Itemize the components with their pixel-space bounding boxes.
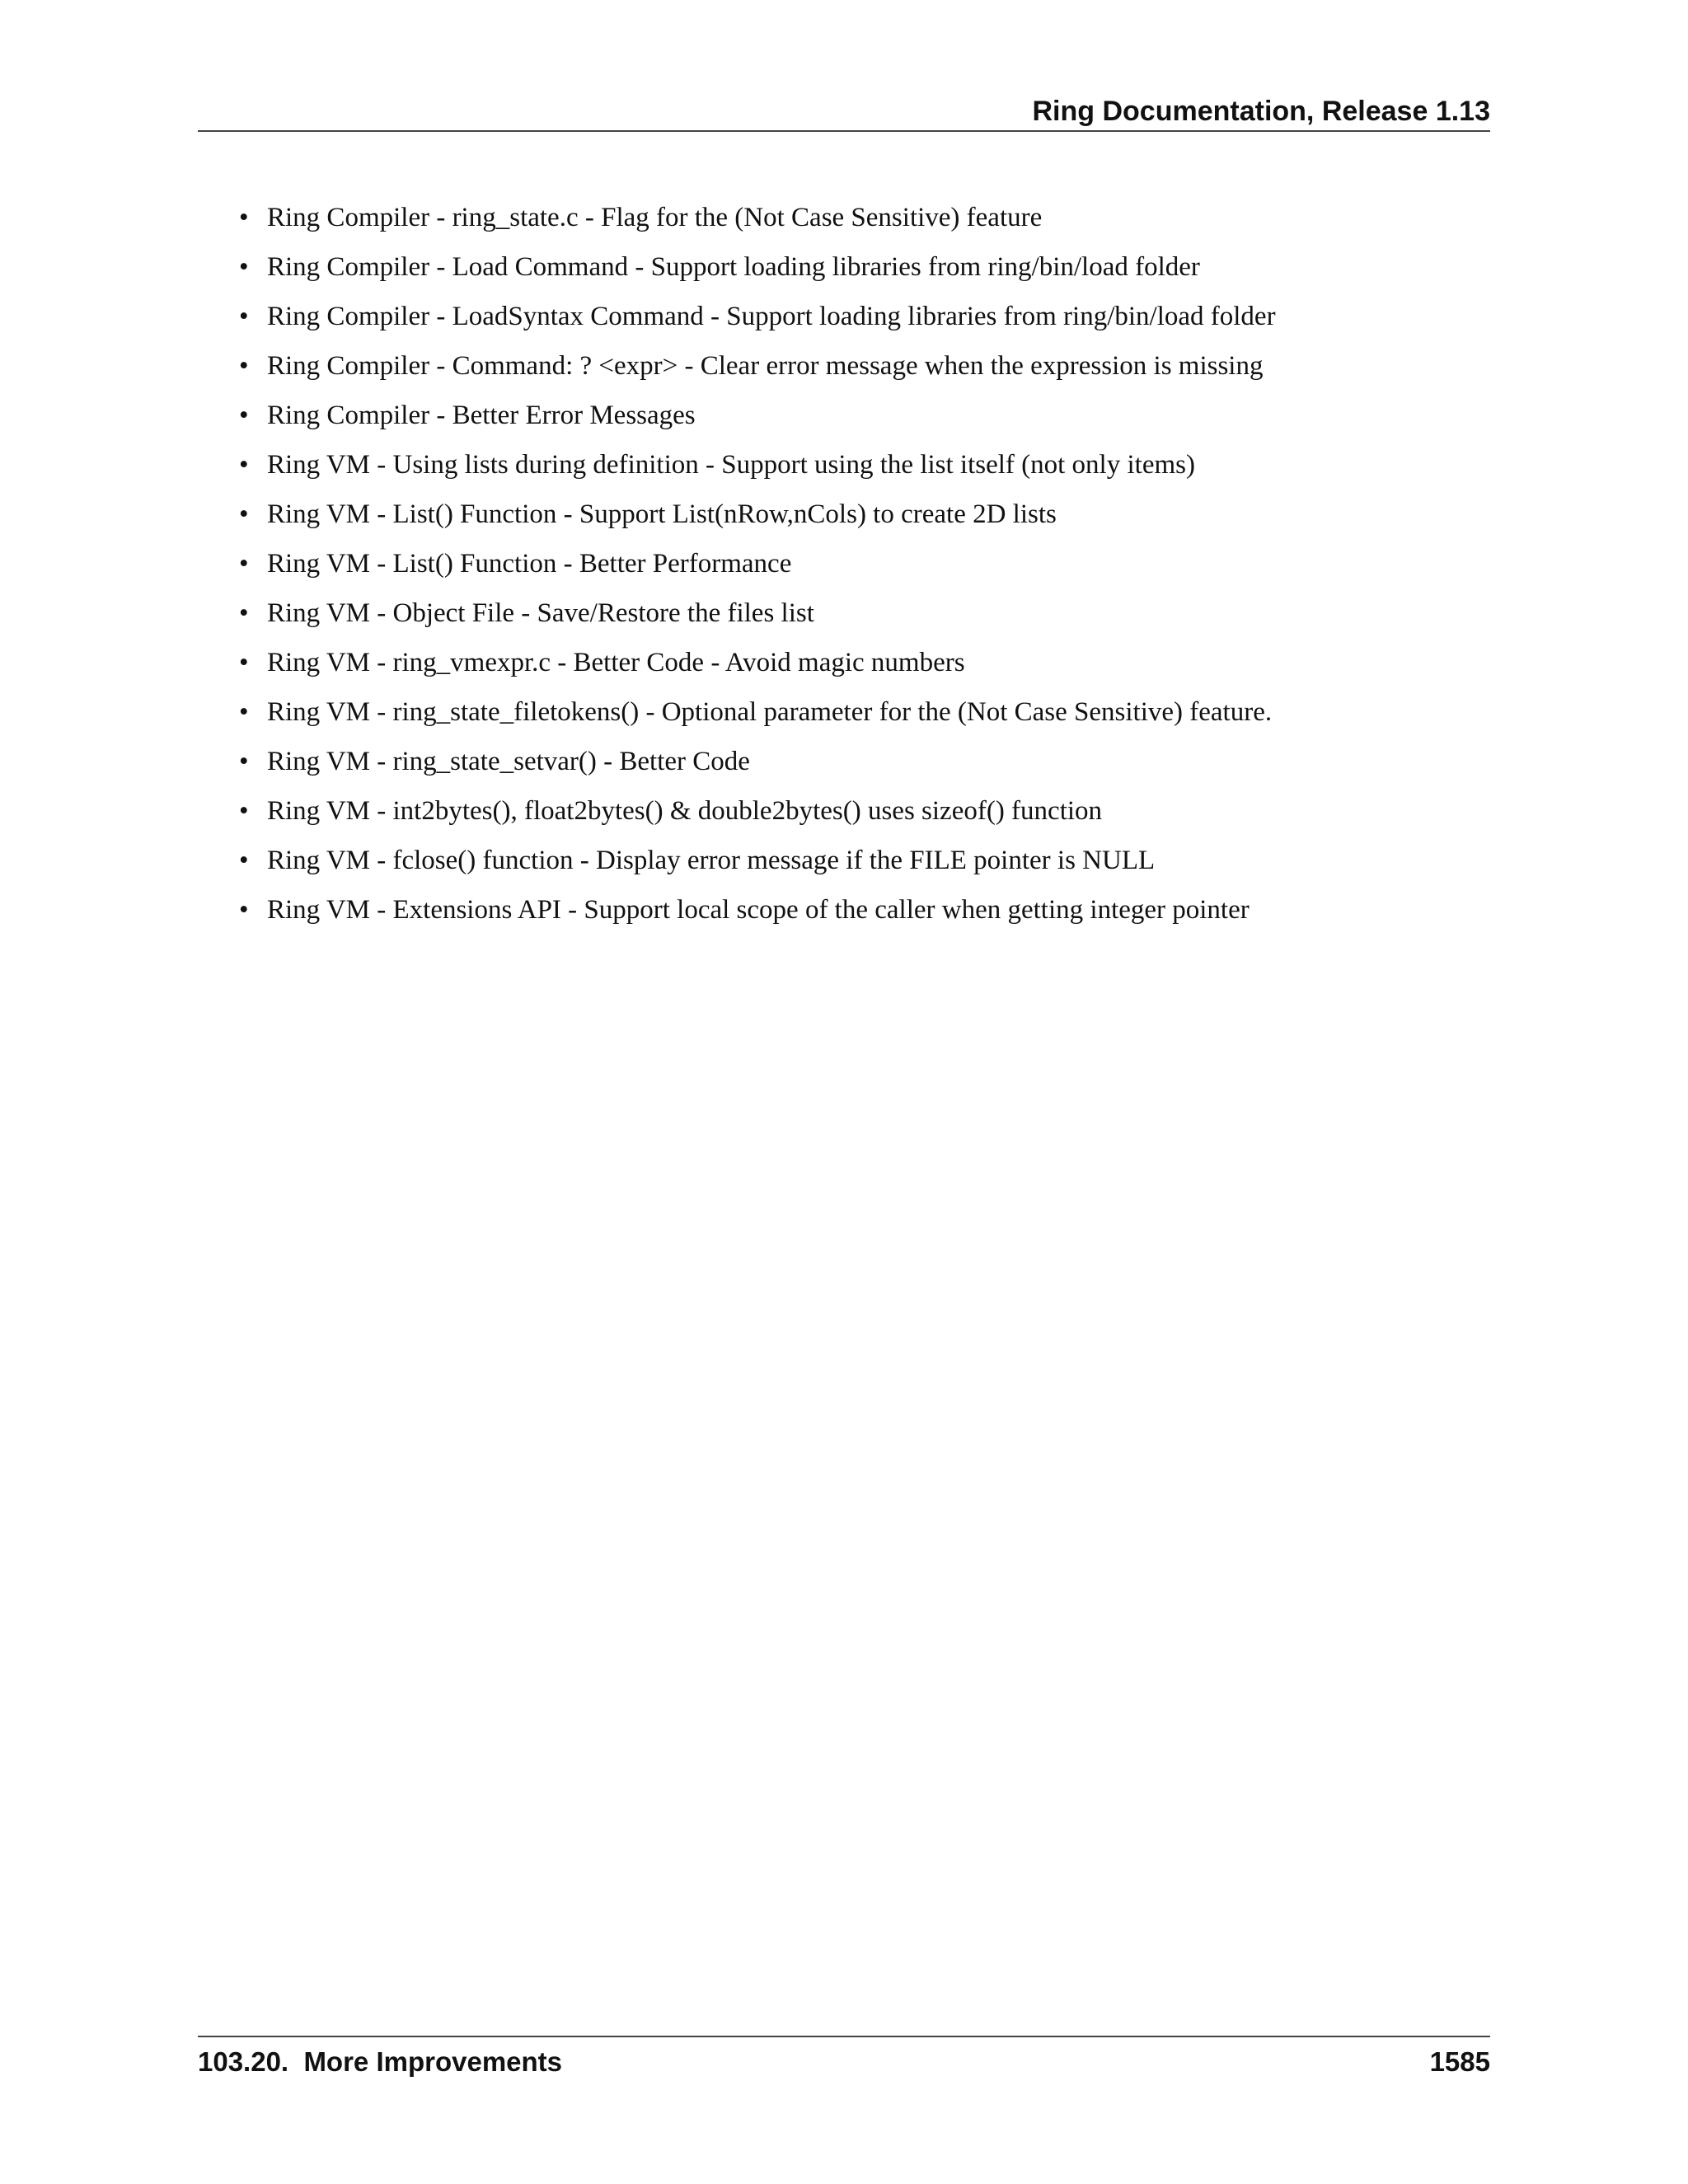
list-item — [239, 890, 1475, 940]
list-item-text: Ring VM - Object File - Save/Restore the files list — [267, 598, 814, 628]
list-item-text: Ring VM - Extensions API - Support local scope of the caller when getting integer pointer — [267, 895, 1250, 925]
list-item — [239, 841, 1475, 890]
list-item-text: Ring VM - Using lists during definition - Support using the list itself (not only items) — [267, 450, 1195, 480]
bullet-icon: • — [239, 846, 249, 875]
list-item — [239, 247, 1475, 297]
list-item — [239, 643, 1475, 692]
bullet-icon: • — [239, 549, 249, 579]
bullet-icon: • — [239, 252, 249, 282]
bullet-icon: • — [239, 697, 249, 727]
list-item-text: Ring VM - fclose() function - Display error message if the FILE pointer is NULL — [267, 846, 1156, 875]
improvements-list — [239, 198, 1475, 940]
list-item — [239, 791, 1475, 841]
bullet-icon: • — [239, 598, 249, 628]
footer-divider — [198, 2036, 1490, 2037]
bullet-icon: • — [239, 796, 249, 826]
bullet-icon: • — [239, 351, 249, 381]
list-item-text: Ring Compiler - Command: ? <expr> - Clear error message when the expression is missing — [267, 351, 1264, 381]
list-item-text: Ring VM - List() Function - Support List(nRow,nCols) to create 2D lists — [267, 499, 1057, 529]
bullet-icon: • — [239, 499, 249, 529]
list-item-text: Ring Compiler - Load Command - Support loading libraries from ring/bin/load folder — [267, 252, 1200, 282]
bullet-icon: • — [239, 648, 249, 677]
bullet-icon: • — [239, 302, 249, 331]
list-item — [239, 742, 1475, 791]
list-item-text: Ring Compiler - ring_state.c - Flag for the (Not Case Sensitive) feature — [267, 203, 1043, 232]
list-item — [239, 297, 1475, 346]
list-item-text: Ring Compiler - Better Error Messages — [267, 401, 696, 430]
page-number: 1585 — [1429, 2046, 1490, 2077]
bullet-icon: • — [239, 747, 249, 776]
bullet-icon: • — [239, 401, 249, 430]
list-item — [239, 593, 1475, 643]
bullet-icon: • — [239, 203, 249, 232]
list-item — [239, 198, 1475, 247]
list-item-text: Ring VM - List() Function - Better Performance — [267, 549, 792, 579]
list-item-text: Ring VM - ring_state_setvar() - Better Code — [267, 747, 750, 776]
list-item-text: Ring Compiler - LoadSyntax Command - Support loading libraries from ring/bin/load folder — [267, 302, 1276, 331]
footer-section-title: 103.20. More Improvements — [198, 2046, 563, 2077]
list-item — [239, 445, 1475, 494]
list-item — [239, 346, 1475, 396]
bullet-icon: • — [239, 450, 249, 480]
bullet-icon: • — [239, 895, 249, 925]
list-item-text: Ring VM - int2bytes(), float2bytes() & double2bytes() uses sizeof() function — [267, 796, 1103, 826]
list-item-text: Ring VM - ring_state_filetokens() - Optional parameter for the (Not Case Sensitive) feature. — [267, 697, 1273, 727]
list-item — [239, 396, 1475, 445]
list-item — [239, 692, 1475, 742]
list-item — [239, 544, 1475, 593]
header-divider — [198, 130, 1490, 132]
list-item — [239, 494, 1475, 544]
running-header-title: Ring Documentation, Release 1.13 — [1032, 96, 1490, 127]
list-item-text: Ring VM - ring_vmexpr.c - Better Code - Avoid magic numbers — [267, 648, 965, 677]
